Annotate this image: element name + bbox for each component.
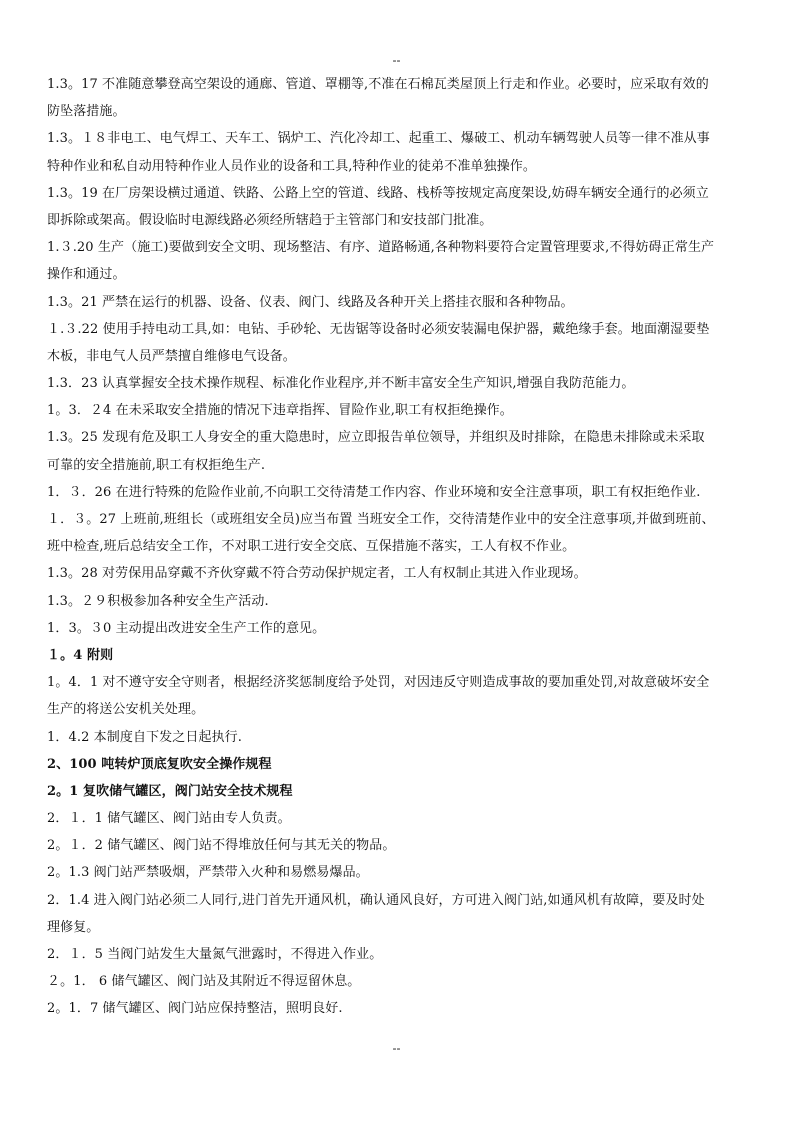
rule-1-4-1-line-2: 生产的将送公安机关处理。 <box>47 702 205 718</box>
chapter-heading-2: 2、100 吨转炉顶底复吹安全操作规程 <box>47 756 272 772</box>
rule-1-3-28: 1.3。28 对劳保用品穿戴不齐伙穿戴不符合劳动保护规定者，工人有权制止其进入作业现场。 <box>47 566 587 582</box>
rule-1-3-20-line-2: 操作和通过。 <box>47 267 126 283</box>
page-top-marker: -- <box>392 53 401 67</box>
rule-1-3-22-line-1: １.３.22 使用手持电动工具,如：电钻、手砂轮、无齿锯等设备时必须安装漏电保护器，戴绝缘手套。地面潮湿要垫 <box>47 321 710 337</box>
rule-2-1-4-line-2: 理修复。 <box>47 919 100 935</box>
rule-1-3-19-line-1: 1.3。19 在厂房架设横过通道、铁路、公路上空的管道、线路、栈桥等按规定高度架设,妨碍车辆安全通行的必须立 <box>47 185 709 201</box>
rule-1-3-27-line-2: 班中检查,班后总结安全工作，不对职工进行安全交底、互保措施不落实，工人有权不作业。 <box>47 539 576 555</box>
page-bottom-marker: -- <box>392 1041 401 1055</box>
rule-1-3-25-line-2: 可靠的安全措施前,职工有权拒绝生产. <box>47 457 266 473</box>
rule-2-1-5: 2．１．5 当阀门站发生大量氮气泄露时，不得进入作业。 <box>47 947 383 962</box>
rule-2-1-2: 2。１．2 储气罐区、阀门站不得堆放任何与其无关的物品。 <box>47 838 396 854</box>
rule-1-3-18-line-2: 特种作业和私自动用特种作业人员作业的设备和工具,特种作业的徒弟不准单独操作。 <box>47 158 536 174</box>
section-heading-2-1: 2。1 复吹储气罐区，阀门站安全技术规程 <box>47 783 293 799</box>
rule-2-1-4-line-1: 2．1.4 进入阀门站必须二人同行,进门首先开通风机，确认通风良好，方可进入阀门站,如通风机有故障，要及时处 <box>47 892 705 908</box>
rule-1-3-18-line-1: 1.3。１８非电工、电气焊工、天车工、锅炉工、汽化冷却工、起重工、爆破工、机动车辆驾驶人员等一律不准从事 <box>47 131 710 147</box>
rule-2-1-1: 2．１．1 储气罐区、阀门站由专人负责。 <box>47 811 291 827</box>
rule-1-3-27-line-1: １．３。27 上班前,班组长（或班组安全员)应当布置 当班安全工作，交待清楚作业中的安全注意事项,并做到班前、 <box>47 512 715 527</box>
rule-1-3-23: 1.3．23 认真掌握安全技术操作规程、标准化作业程序,并不断丰富安全生产知识,增强自我防范能力。 <box>47 376 635 392</box>
rule-1-3-25-line-1: 1.3。25 发现有危及职工人身安全的重大隐患时，应立即报告单位领导，并组织及时排除，在隐患未排除或未采取 <box>47 430 705 446</box>
rule-1-4-1-line-1: 1。4．1 对不遵守安全守则者，根据经济奖惩制度给予处罚，对因违反守则造成事故的要加重处罚,对故意破坏安全 <box>47 675 710 691</box>
rule-1-3-20-line-1: 1.３.20 生产（施工)要做到安全文明、现场整洁、有序、道路畅通,各种物料要符合定置管理要求,不得妨碍正常生产 <box>47 240 715 256</box>
rule-2-1-3: 2。1.3 阀门站严禁吸烟，严禁带入火种和易燃易爆品。 <box>47 865 369 881</box>
rule-1-3-17-line-1: 1.3。17 不准随意攀登高空架设的通廊、管道、罩棚等,不准在石棉瓦类屋顶上行走和作业。必要时，应采取有效的 <box>47 77 709 92</box>
rule-1-3-21: 1.3。21 严禁在运行的机器、设备、仪表、阀门、线路及各种开关上搭挂衣服和各种物品。 <box>47 294 574 310</box>
rule-2-1-6: ２。1． 6 储气罐区、阀门站及其附近不得逗留休息。 <box>47 974 361 990</box>
rule-1-4-2: 1．4.2 本制度自下发之日起执行. <box>47 729 243 745</box>
rule-1-3-29: 1.3。２９积极参加各种安全生产活动. <box>47 593 269 609</box>
rule-1-3-22-line-2: 木板，非电气人员严禁擅自维修电气设备。 <box>47 348 296 364</box>
document-body <box>47 71 757 1023</box>
rule-1-3-30: 1．3。３0 主动提出改进安全生产工作的意见。 <box>47 620 326 636</box>
rule-1-3-17-line-2: 防坠落措施。 <box>47 104 126 120</box>
rule-1-3-26: 1．３．26 在进行特殊的危险作业前,不向职工交待清楚工作内容、作业环境和安全注意事项，职工有权拒绝作业. <box>47 484 701 500</box>
section-heading-1-4: １。4 附则 <box>47 647 114 663</box>
rule-2-1-7: 2。1．7 储气罐区、阀门站应保持整洁，照明良好. <box>47 1001 343 1017</box>
rule-1-3-19-line-2: 即拆除或架高。假设临时电源线路必须经所辖趋于主管部门和安技部门批准。 <box>47 212 493 228</box>
rule-1-3-24: 1。3．２4 在未采取安全措施的情况下违章指挥、冒险作业,职工有权拒绝操作。 <box>47 403 513 419</box>
